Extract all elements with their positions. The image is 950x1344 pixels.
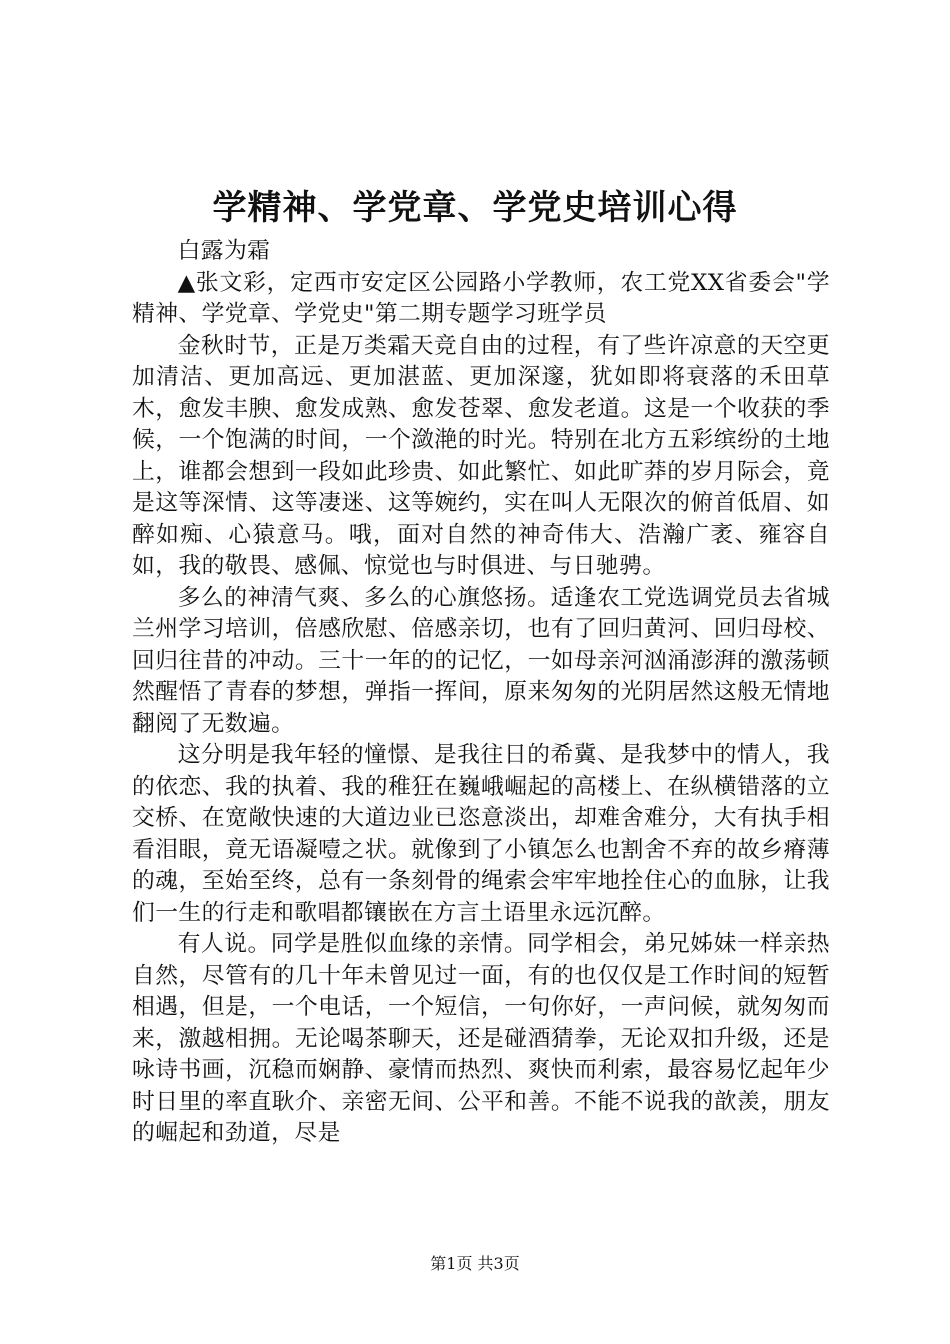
author-pen-name: 白露为霜 (177, 238, 271, 264)
author-bio: ▲张文彩，定西市安定区公园路小学教师，农工党XX省委会"学精神、学党章、学党史"第二期专题学习班学员 (132, 269, 830, 327)
document-body (132, 236, 830, 1150)
document-title: 学精神、学党章、学党史培训心得 (212, 188, 738, 228)
paragraph: 有人说。同学是胜似血缘的亲情。同学相会，弟兄姊妹一样亲热自然，尽管有的几十年未曾见过一面，有的也仅仅是工作时间的短暂相遇，但是，一个电话，一个短信，一句你好，一声问候，就匆匆而来，激越相拥。无论喝茶聊天，还是碰酒猜拳，无论双扣升级，还是咏诗书画，沉稳而娴静、豪情而热烈、爽快而利索，最容易忆起年少时日里的率直耿介、亲密无间、公平和善。不能不说我的歆羡，朋友的崛起和劲道，尽是 (132, 931, 830, 1146)
paragraph: 这分明是我年轻的憧憬、是我往日的希冀、是我梦中的情人，我的依恋、我的执着、我的稚狂在巍峨崛起的高楼上、在纵横错落的立交桥、在宽敞快速的大道边业已恣意淡出，却难舍难分，大有执手相看泪眼，竟无语凝噎之状。就像到了小镇怎么也割舍不弃的故乡瘠薄的魂，至始至终，总有一条刻骨的绳索会牢牢地拴住心的血脉，让我们一生的行走和歌唱都镶嵌在方言土语里永远沉醉。 (132, 742, 830, 926)
paragraph: 多么的神清气爽、多么的心旗悠扬。适逢农工党选调党员去省城兰州学习培训，倍感欣慰、倍感亲切，也有了回归黄河、回归母校、回归往昔的冲动。三十一年的的记忆，一如母亲河汹涌澎湃的激荡顿然醒悟了青春的梦想，弹指一挥间，原来匆匆的光阴居然这般无情地翻阅了无数遍。 (132, 584, 830, 737)
paragraph: 金秋时节，正是万类霜天竞自由的过程，有了些许凉意的天空更加清洁、更加高远、更加湛蓝、更加深邃，犹如即将衰落的禾田草木，愈发丰腴、愈发成熟、愈发苍翠、愈发老道。这是一个收获的季候，一个饱满的时间，一个潋滟的时光。特别在北方五彩缤纷的土地上，谁都会想到一段如此珍贵、如此繁忙、如此旷莽的岁月际会，竟是这等深情、这等凄迷、这等婉约，实在叫人无限次的俯首低眉、如醉如痴、心猿意马。哦，面对自然的神奇伟大、浩瀚广袤、雍容自如，我的敬畏、感佩、惊觉也与时俱进、与日驰骋。 (132, 332, 830, 579)
page-footer: 第1页 共3页 (430, 1254, 520, 1273)
